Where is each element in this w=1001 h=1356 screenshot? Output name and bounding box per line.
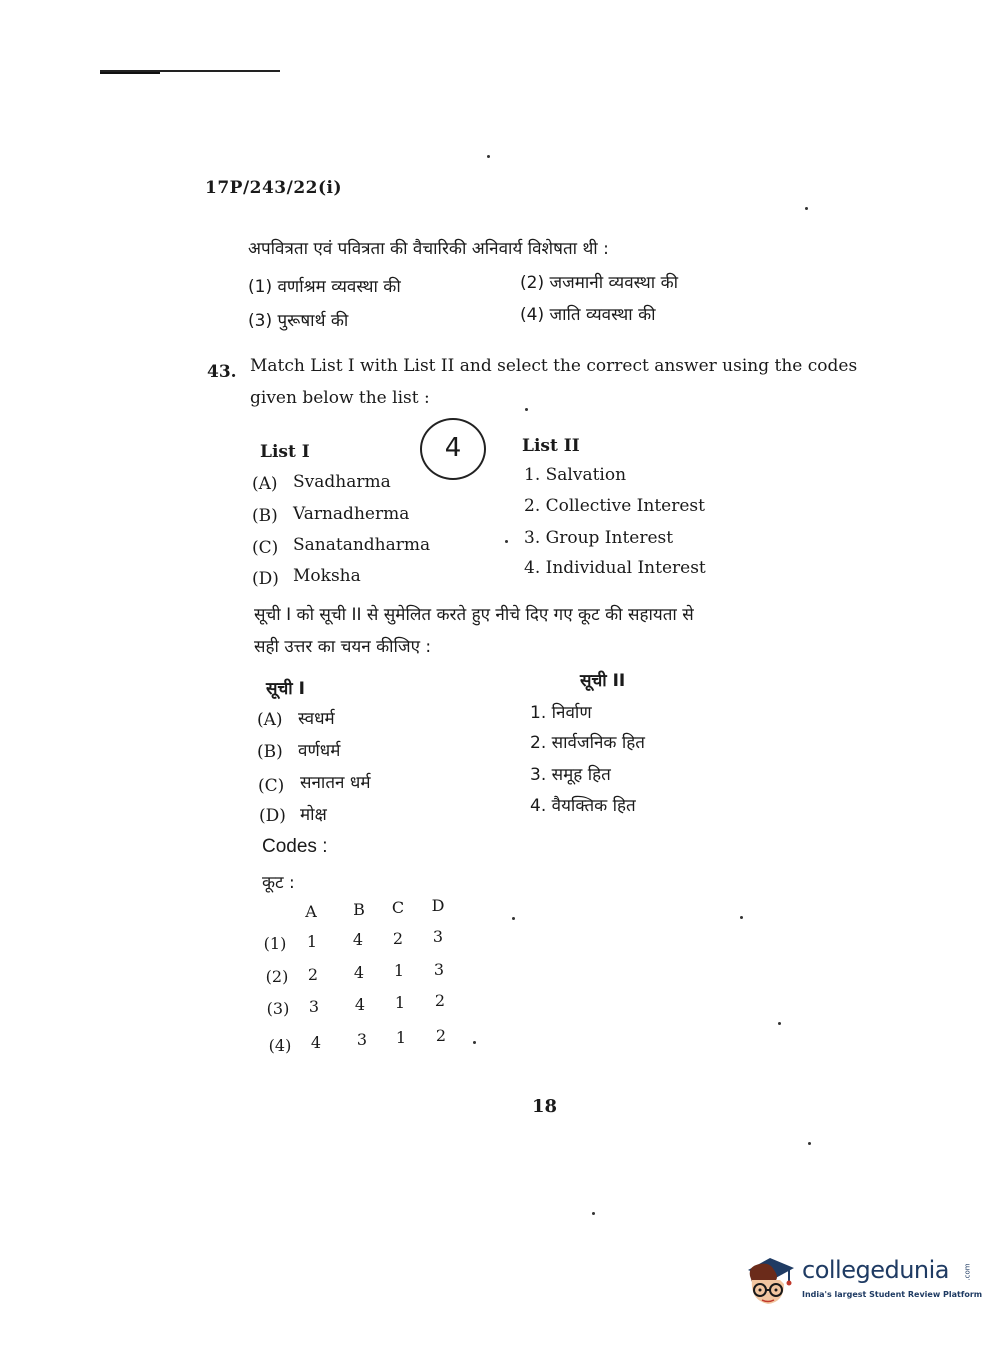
code-row-2-label: (2) — [265, 967, 289, 986]
list1-item-c: Sanatandharma — [293, 535, 431, 555]
hindi-list2-item-3: 3. समूह हित — [530, 765, 611, 785]
page-number: 18 — [532, 1096, 558, 1117]
code-row-3-a: 3 — [308, 997, 320, 1016]
code-row-2-c: 1 — [393, 961, 405, 980]
code-row-3-c: 1 — [394, 993, 406, 1012]
hindi-list1-item-c: सनातन धर्म — [300, 773, 371, 793]
scan-speck — [592, 1212, 595, 1215]
code-row-4-c: 1 — [395, 1028, 407, 1047]
scan-speck — [512, 917, 515, 920]
list1-label-b: (B) — [252, 506, 278, 526]
scan-speck — [805, 207, 808, 210]
question-stem-line1: Match List I with List II and select the correct answer using the codes — [250, 356, 858, 376]
list1-item-b: Varnadherma — [293, 504, 410, 524]
codes-label: Codes : — [262, 836, 328, 857]
hindi-list1-heading: सूची I — [266, 679, 305, 699]
list2-item-4: 4. Individual Interest — [524, 558, 706, 578]
hindi-list1-item-d: मोक्ष — [300, 805, 327, 825]
hindi-list1-item-a: स्वधर्म — [298, 709, 335, 729]
code-row-1-d: 3 — [432, 927, 444, 946]
watermark-brand: collegedunia — [802, 1256, 950, 1284]
collegedunia-watermark — [740, 1250, 983, 1310]
list2-item-3: 3. Group Interest — [524, 528, 674, 548]
scan-speck — [808, 1142, 811, 1145]
hindi-stem-line2: सही उत्तर का चयन कीजिए : — [254, 637, 432, 657]
list2-heading: List II — [522, 436, 580, 456]
prev-question-stem: अपवित्रता एवं पवित्रता की वैचारिकी अनिवार्य विशेषता थी : — [248, 239, 609, 259]
hindi-list1-item-b: वर्णधर्म — [298, 741, 341, 761]
prev-option-1: (1) वर्णाश्रम व्यवस्था की — [248, 277, 401, 297]
list1-label-a: (A) — [252, 474, 278, 494]
prev-option-3: (3) पुरूषार्थ की — [248, 311, 349, 331]
code-row-4-b: 3 — [356, 1030, 368, 1049]
list1-item-a: Svadharma — [293, 472, 391, 492]
code-row-4-d: 2 — [435, 1026, 447, 1045]
codes-header-d: D — [431, 896, 445, 915]
list1-label-c: (C) — [252, 538, 279, 558]
codes-header-a: A — [305, 902, 317, 921]
code-row-2-b: 4 — [353, 963, 365, 982]
code-row-2-d: 3 — [433, 960, 445, 979]
hindi-list2-item-2: 2. सार्वजनिक हित — [530, 733, 646, 753]
list2-item-1: 1. Salvation — [524, 465, 627, 485]
prev-option-2: (2) जजमानी व्यवस्था की — [520, 273, 679, 293]
code-row-2-a: 2 — [307, 965, 319, 984]
hindi-list1-label-d: (D) — [259, 806, 286, 826]
code-row-3-d: 2 — [434, 991, 446, 1010]
collegedunia-mascot-icon — [740, 1252, 798, 1310]
scan-speck — [778, 1022, 781, 1025]
prev-option-4: (4) जाति व्यवस्था की — [520, 305, 656, 325]
code-row-1-label: (1) — [263, 934, 287, 953]
watermark-domain: .com — [963, 1263, 972, 1281]
hindi-list2-item-4: 4. वैयक्तिक हित — [530, 796, 636, 816]
list1-item-d: Moksha — [293, 566, 361, 586]
code-row-4-a: 4 — [310, 1033, 322, 1052]
codes-header-c: C — [391, 898, 405, 917]
scan-speck — [525, 408, 528, 411]
list1-heading: List I — [260, 442, 310, 462]
hindi-list2-item-1: 1. निर्वाण — [530, 703, 592, 723]
scan-speck — [505, 540, 508, 543]
list1-label-d: (D) — [252, 569, 279, 589]
top-rule-dark — [100, 72, 160, 74]
list2-item-2: 2. Collective Interest — [524, 496, 705, 516]
hindi-stem-line1: सूची I को सूची II से सुमेलित करते हुए नीचे दिए गए कूट की सहायता से — [254, 605, 694, 625]
code-row-4-label: (4) — [268, 1036, 292, 1055]
hindi-list2-heading: सूची II — [580, 671, 626, 691]
handwritten-answer-mark: 4 — [420, 418, 486, 480]
scan-speck — [740, 916, 743, 919]
scan-speck — [473, 1041, 476, 1044]
question-stem-line2: given below the list : — [250, 388, 430, 408]
code-row-1-b: 4 — [352, 930, 364, 949]
code-row-1-c: 2 — [392, 929, 404, 948]
codes-header-b: B — [353, 900, 365, 919]
hindi-list1-label-c: (C) — [258, 776, 285, 796]
watermark-tagline: India's largest Student Review Platform — [802, 1290, 983, 1299]
code-row-3-b: 4 — [354, 995, 366, 1014]
hindi-list1-label-b: (B) — [257, 742, 283, 762]
scan-speck — [487, 155, 490, 158]
paper-code: 17P/243/22(i) — [205, 178, 343, 198]
codes-label-hindi: कूट : — [262, 873, 295, 893]
code-row-3-label: (3) — [266, 999, 290, 1018]
hindi-list1-label-a: (A) — [257, 710, 283, 730]
code-row-1-a: 1 — [306, 932, 318, 951]
question-number: 43. — [207, 362, 237, 382]
